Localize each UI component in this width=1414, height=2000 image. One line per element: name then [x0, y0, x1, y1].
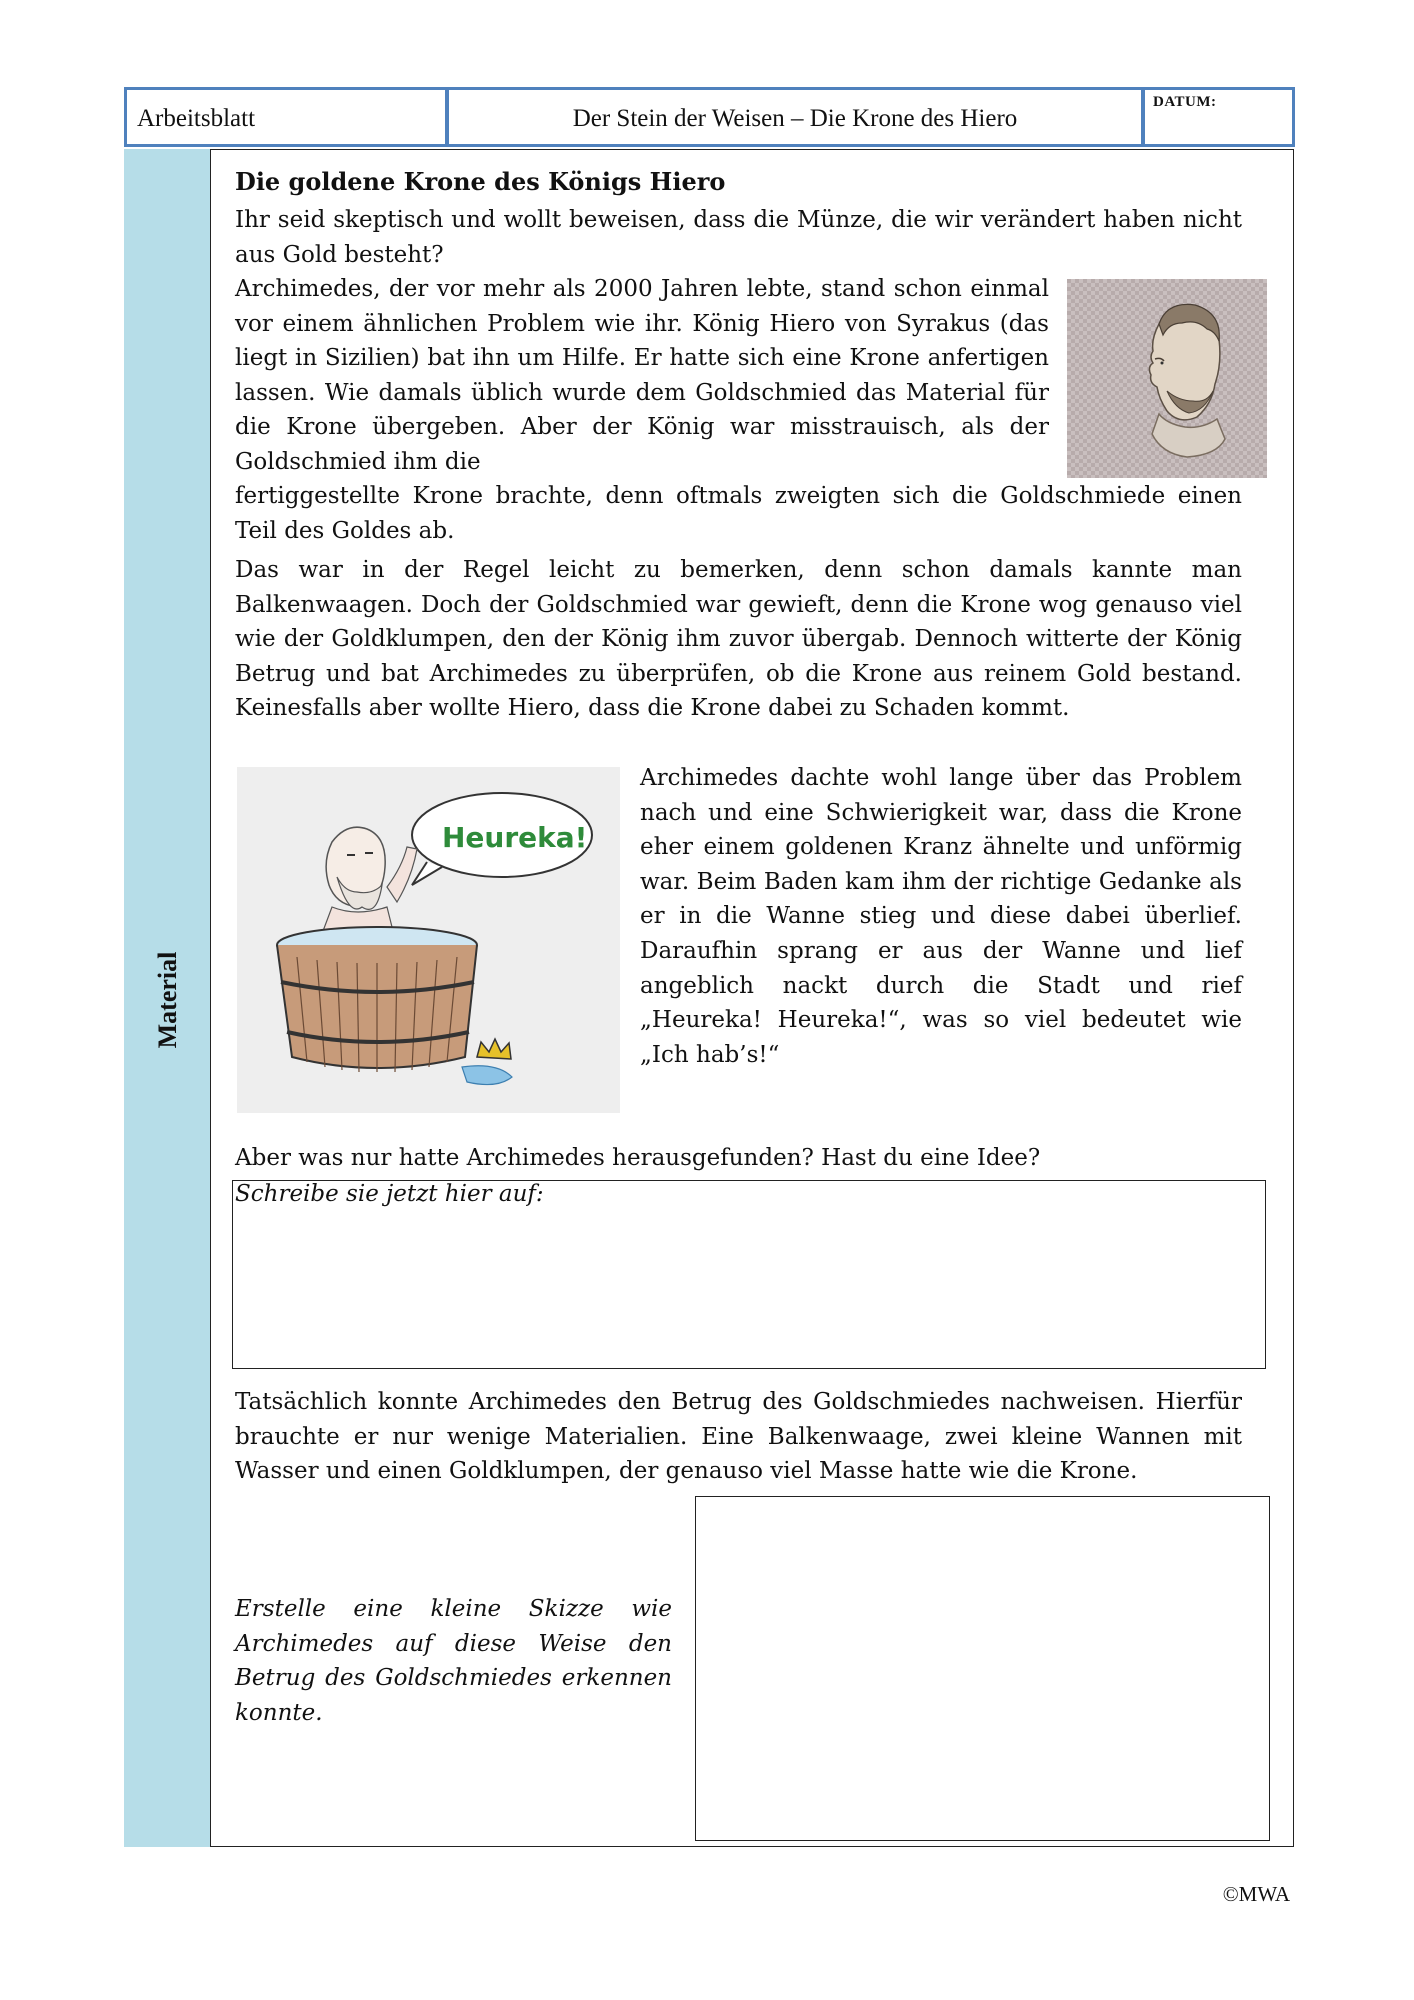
sketch-box[interactable]	[695, 1496, 1270, 1841]
header-date-label: DATUM:	[1153, 94, 1217, 110]
header-worksheet-cell	[124, 87, 448, 147]
paragraph-materials: Tatsächlich konnte Archimedes den Betrug des Goldschmiedes nachweisen. Hierfür brauchte er nur wenige Materialien. Eine Balkenwaage, zwei kleine Wannen mit Wasser und einen Goldklumpen, der genauso viel Masse hatte wie die Krone.	[235, 1389, 1242, 1485]
paragraph-balance: Das war in der Regel leicht zu bemerken, denn schon damals kannte man Balkenwaagen. Doch der Goldschmied war gewieft, denn die Krone wog genauso viel wie der Goldklumpen, den der König ihm zuvor übergab. Dennoch witterte der König Betrug und bat Archimedes zu überprüfen, ob die Krone aus reinem Gold bestand. Keinesfalls aber wollte Hiero, dass die Krone dabei zu Schaden kommt.	[235, 557, 1242, 722]
question-text: Aber was nur hatte Archimedes herausgefunden? Hast du eine Idee?	[235, 1145, 1041, 1171]
sketch-task-text: Erstelle eine kleine Skizze wie Archimedes auf diese Weise den Betrug des Goldschmiedes erkennen konnte.	[235, 1596, 672, 1726]
answer-prompt: Schreibe sie jetzt hier auf:	[235, 1181, 544, 1207]
header-worksheet-label: Arbeitsblatt	[137, 105, 256, 132]
header-title: Der Stein der Weisen – Die Krone des Hiero	[572, 105, 1018, 132]
header-date-cell[interactable]	[1142, 87, 1295, 147]
paragraph-archimedes-story-cont: fertiggestellte Krone brachte, denn oftmals zweigten sich die Goldschmiede einen Teil des Goldes ab.	[235, 483, 1242, 544]
answer-box[interactable]	[232, 1180, 1266, 1369]
archimedes-bathtub-image	[237, 767, 620, 1113]
header-title-cell	[446, 87, 1144, 147]
section-title: Die goldene Krone des Königs Hiero	[235, 167, 726, 196]
speech-bubble-text: Heureka!	[442, 821, 588, 854]
paragraph-heureka: Archimedes dachte wohl lange über das Problem nach und eine Schwierigkeit war, dass die Krone eher einem goldenen Kranz ähnelte und unförmig war. Beim Baden kam ihm der richtige Gedanke als er in die Wanne stieg und diese dabei überlief. Daraufhin sprang er aus der Wanne und lief angeblich nackt durch die Stadt und rief „Heureka! Heureka!“, was so viel bedeutet wie „Ich hab’s!“	[640, 765, 1242, 1068]
footer-copyright: ©MWA	[1222, 1882, 1290, 1906]
paragraph-archimedes-story: Archimedes, der vor mehr als 2000 Jahren lebte, stand schon einmal vor einem ähnlichen Problem wie ihr. König Hiero von Syrakus (das liegt in Sizilien) bat ihn um Hilfe. Er hatte sich eine Krone anfertigen lassen. Wie damals üblich wurde dem Goldschmied das Material für die Krone übergeben. Aber der König war misstrauisch, als der Goldschmied ihm die	[235, 276, 1049, 475]
sidebar-label: Material	[153, 951, 182, 1049]
paragraph-intro: Ihr seid skeptisch und wollt beweisen, dass die Münze, die wir verändert haben nicht aus Gold besteht?	[235, 207, 1242, 268]
archimedes-portrait-image	[1067, 279, 1267, 478]
